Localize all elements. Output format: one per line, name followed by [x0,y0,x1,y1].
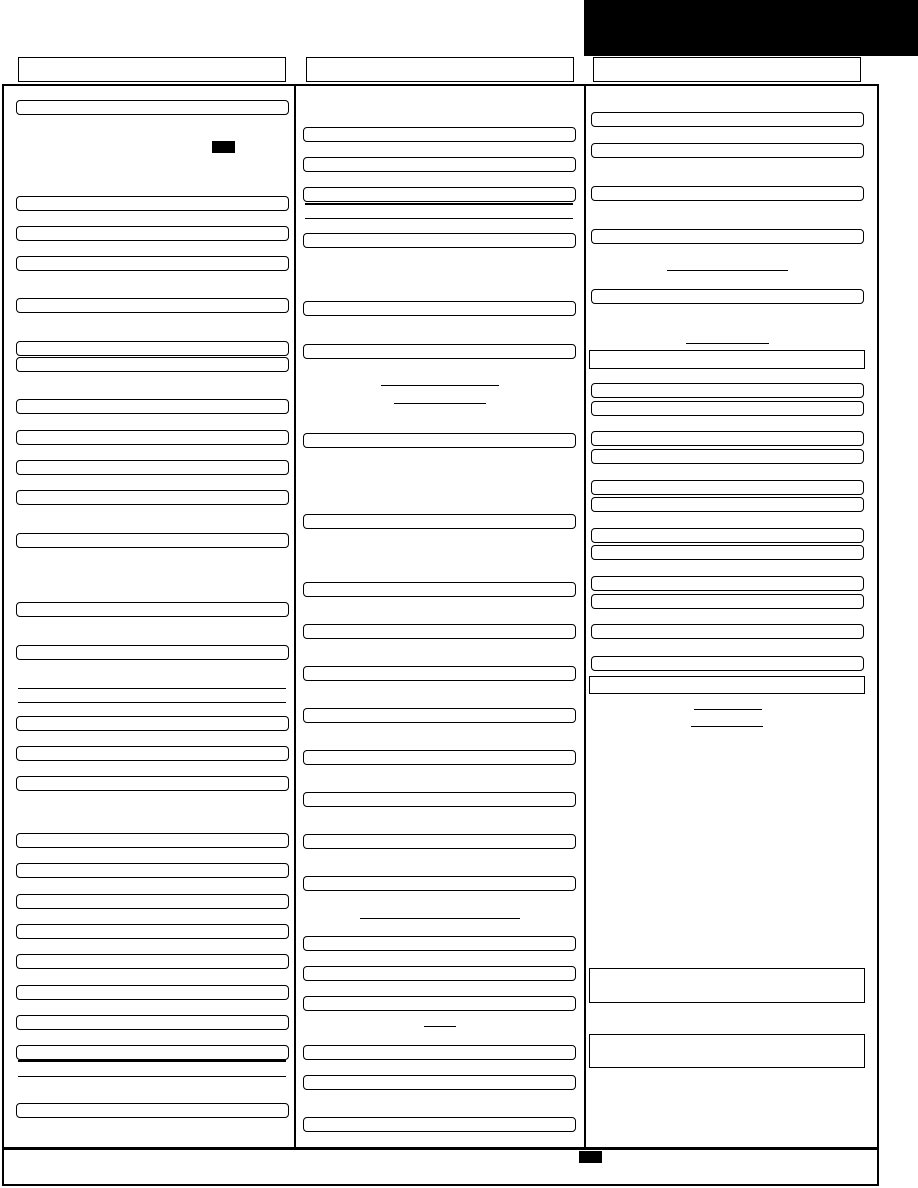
col1-field-2[interactable] [16,196,289,211]
col1-field-1[interactable] [16,100,289,115]
col1-field-6[interactable] [16,341,289,356]
col2-rule-1 [305,203,573,205]
col1-field-25[interactable] [16,1045,289,1060]
col1-field-7[interactable] [16,357,289,372]
col1-field-21[interactable] [16,924,289,939]
col2-rule-6 [424,1026,456,1027]
col1-rule-3 [18,1060,286,1062]
column-divider-1 [294,84,296,1149]
form-footer [2,1148,879,1186]
col2-field-1[interactable] [303,127,576,142]
col3-field-6[interactable] [591,383,864,398]
col3-box-2[interactable] [589,676,865,694]
col1-field-15[interactable] [16,716,289,731]
col1-field-16[interactable] [16,746,289,761]
col1-field-24[interactable] [16,1015,289,1030]
col2-field-6[interactable] [303,344,576,359]
col3-field-2[interactable] [591,143,864,158]
col3-field-4[interactable] [591,229,864,244]
col2-field-2[interactable] [303,157,576,172]
column-header-2 [306,57,574,82]
col2-field-12[interactable] [303,708,576,723]
col1-field-8[interactable] [16,399,289,414]
col2-field-3[interactable] [303,187,576,202]
col2-field-19[interactable] [303,996,576,1011]
col1-field-20[interactable] [16,894,289,909]
col1-field-5[interactable] [16,298,289,313]
col2-field-21[interactable] [303,1075,576,1090]
col3-rule-3 [694,709,762,710]
col2-field-9[interactable] [303,582,576,597]
col1-marker [212,141,235,153]
col2-field-13[interactable] [303,750,576,765]
col3-field-10[interactable] [591,480,864,495]
col3-field-12[interactable] [591,528,864,543]
col1-field-17[interactable] [16,776,289,791]
col3-rule-1 [667,270,788,271]
column-divider-2 [584,84,586,1149]
col3-field-16[interactable] [591,624,864,639]
col1-rule-2 [18,702,286,703]
col3-box-3[interactable] [589,968,865,1003]
col3-field-3[interactable] [591,186,864,201]
col3-field-5[interactable] [591,289,864,304]
col1-field-12[interactable] [16,533,289,548]
col3-field-8[interactable] [591,431,864,446]
column-header-1 [18,57,286,82]
col3-field-15[interactable] [591,594,864,609]
col2-field-8[interactable] [303,514,576,529]
col3-rule-4 [691,726,763,727]
col2-field-5[interactable] [303,301,576,316]
col3-field-7[interactable] [591,401,864,416]
col1-rule-1 [18,688,286,689]
col2-field-18[interactable] [303,966,576,981]
col1-field-19[interactable] [16,863,289,878]
col3-field-9[interactable] [591,449,864,464]
col1-field-26[interactable] [16,1103,289,1118]
footer-marker [579,1151,602,1163]
col3-field-14[interactable] [591,576,864,591]
col1-field-22[interactable] [16,954,289,969]
col2-field-14[interactable] [303,792,576,807]
col3-box-1[interactable] [589,350,865,369]
col1-field-10[interactable] [16,460,289,475]
col2-rule-2 [305,218,573,219]
col1-field-4[interactable] [16,256,289,271]
col1-field-23[interactable] [16,985,289,1000]
col1-field-3[interactable] [16,226,289,241]
col2-rule-4 [394,403,486,404]
col3-field-13[interactable] [591,545,864,560]
col2-rule-3 [381,385,499,386]
col2-field-22[interactable] [303,1117,576,1132]
col1-field-11[interactable] [16,490,289,505]
col1-field-14[interactable] [16,645,289,660]
col2-field-11[interactable] [303,666,576,681]
col2-field-17[interactable] [303,936,576,951]
col1-rule-4 [18,1076,286,1077]
col3-rule-2 [686,343,769,344]
col2-field-4[interactable] [303,233,576,248]
col3-field-11[interactable] [591,497,864,512]
col3-box-4[interactable] [589,1034,865,1068]
form-title-block [584,0,918,56]
column-header-3 [593,57,861,82]
col1-field-13[interactable] [16,602,289,617]
col2-field-20[interactable] [303,1045,576,1060]
col1-field-9[interactable] [16,430,289,445]
col2-field-15[interactable] [303,834,576,849]
col2-field-16[interactable] [303,876,576,891]
col3-field-17[interactable] [591,656,864,671]
col3-field-1[interactable] [591,112,864,127]
col2-field-7[interactable] [303,433,576,448]
col1-field-18[interactable] [16,833,289,848]
col2-rule-5 [360,918,520,919]
col2-field-10[interactable] [303,624,576,639]
